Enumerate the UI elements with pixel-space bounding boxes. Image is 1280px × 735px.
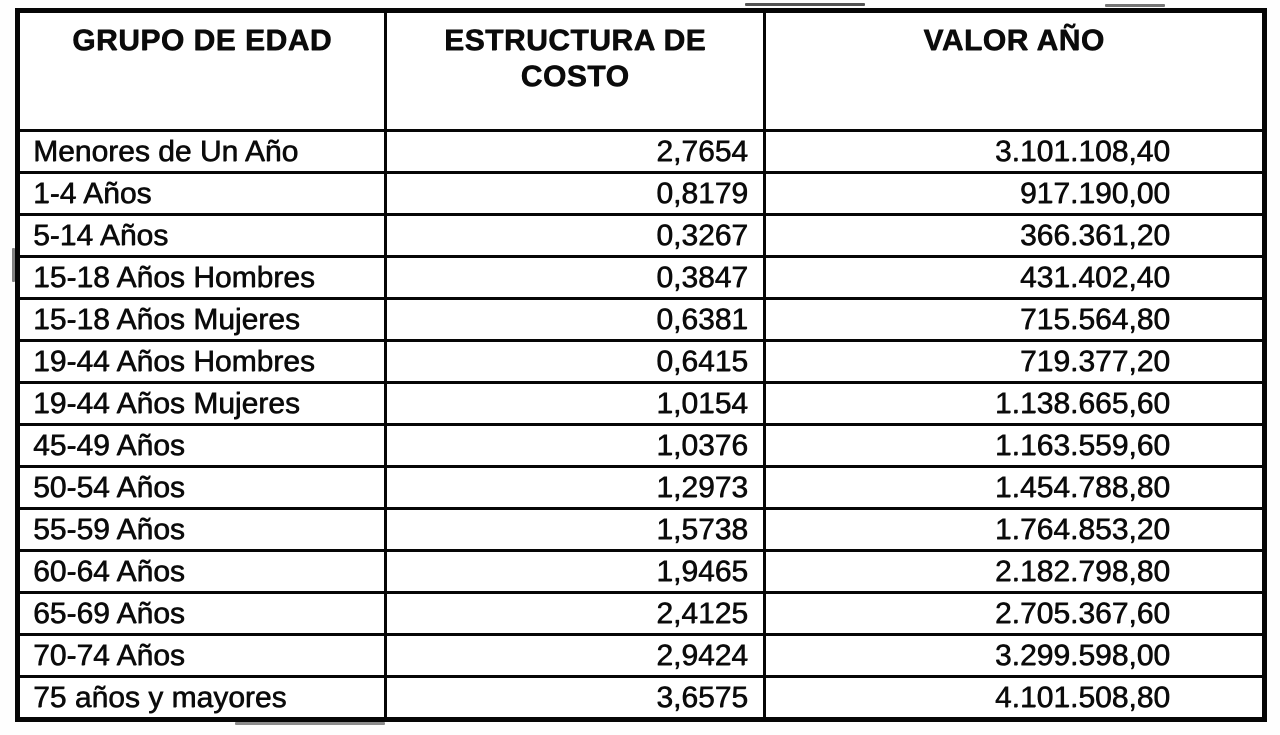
cell-valor-ano: 1.454.788,80	[765, 467, 1265, 509]
table-header-row	[18, 11, 1265, 131]
cell-valor-ano: 719.377,20	[765, 341, 1265, 383]
cell-grupo-de-edad: 15-18 Años Hombres	[18, 257, 386, 299]
cell-grupo-de-edad: 50-54 Años	[18, 467, 386, 509]
table-row	[18, 425, 1265, 467]
cell-valor-ano: 715.564,80	[765, 299, 1265, 341]
cell-grupo-de-edad: 75 años y mayores	[18, 677, 386, 720]
cell-estructura-de-costo: 1,0154	[386, 383, 765, 425]
cell-grupo-de-edad: 5-14 Años	[18, 215, 386, 257]
table-row	[18, 467, 1265, 509]
table-row	[18, 509, 1265, 551]
column-header-estructura-de-costo: ESTRUCTURA DE COSTO	[386, 11, 765, 131]
cell-estructura-de-costo: 1,0376	[386, 425, 765, 467]
cell-valor-ano: 2.182.798,80	[765, 551, 1265, 593]
cell-valor-ano: 1.764.853,20	[765, 509, 1265, 551]
scan-artifact	[745, 3, 865, 6]
scan-artifact	[235, 722, 385, 725]
cell-grupo-de-edad: 19-44 Años Hombres	[18, 341, 386, 383]
cell-valor-ano: 917.190,00	[765, 173, 1265, 215]
cell-grupo-de-edad: 55-59 Años	[18, 509, 386, 551]
cell-grupo-de-edad: 70-74 Años	[18, 635, 386, 677]
cell-estructura-de-costo: 2,9424	[386, 635, 765, 677]
cell-grupo-de-edad: 1-4 Años	[18, 173, 386, 215]
cell-grupo-de-edad: 65-69 Años	[18, 593, 386, 635]
cell-estructura-de-costo: 1,9465	[386, 551, 765, 593]
column-header-valor-ano: VALOR AÑO	[765, 11, 1265, 131]
cell-estructura-de-costo: 0,8179	[386, 173, 765, 215]
cell-valor-ano: 1.163.559,60	[765, 425, 1265, 467]
table-row	[18, 257, 1265, 299]
table-row	[18, 173, 1265, 215]
cell-estructura-de-costo: 0,3267	[386, 215, 765, 257]
cell-grupo-de-edad: 19-44 Años Mujeres	[18, 383, 386, 425]
scan-artifact	[1105, 4, 1165, 7]
table-row	[18, 383, 1265, 425]
table-row	[18, 677, 1265, 720]
cell-estructura-de-costo: 2,7654	[386, 131, 765, 173]
table-row	[18, 635, 1265, 677]
cell-grupo-de-edad: Menores de Un Año	[18, 131, 386, 173]
table-row	[18, 593, 1265, 635]
cell-valor-ano: 4.101.508,80	[765, 677, 1265, 720]
cell-estructura-de-costo: 0,6415	[386, 341, 765, 383]
cell-grupo-de-edad: 15-18 Años Mujeres	[18, 299, 386, 341]
table-row	[18, 299, 1265, 341]
cell-estructura-de-costo: 1,5738	[386, 509, 765, 551]
table-row	[18, 341, 1265, 383]
cell-estructura-de-costo: 1,2973	[386, 467, 765, 509]
cell-valor-ano: 3.101.108,40	[765, 131, 1265, 173]
table-row	[18, 215, 1265, 257]
table-row	[18, 131, 1265, 173]
cell-estructura-de-costo: 3,6575	[386, 677, 765, 720]
cell-valor-ano: 431.402,40	[765, 257, 1265, 299]
cell-estructura-de-costo: 0,6381	[386, 299, 765, 341]
table-body	[18, 131, 1265, 720]
cell-grupo-de-edad: 60-64 Años	[18, 551, 386, 593]
cost-structure-table	[15, 8, 1267, 722]
table-row	[18, 551, 1265, 593]
cell-estructura-de-costo: 0,3847	[386, 257, 765, 299]
cell-valor-ano: 1.138.665,60	[765, 383, 1265, 425]
cell-valor-ano: 3.299.598,00	[765, 635, 1265, 677]
column-header-grupo-de-edad: GRUPO DE EDAD	[18, 11, 386, 131]
cell-valor-ano: 2.705.367,60	[765, 593, 1265, 635]
cell-grupo-de-edad: 45-49 Años	[18, 425, 386, 467]
cell-valor-ano: 366.361,20	[765, 215, 1265, 257]
cell-estructura-de-costo: 2,4125	[386, 593, 765, 635]
